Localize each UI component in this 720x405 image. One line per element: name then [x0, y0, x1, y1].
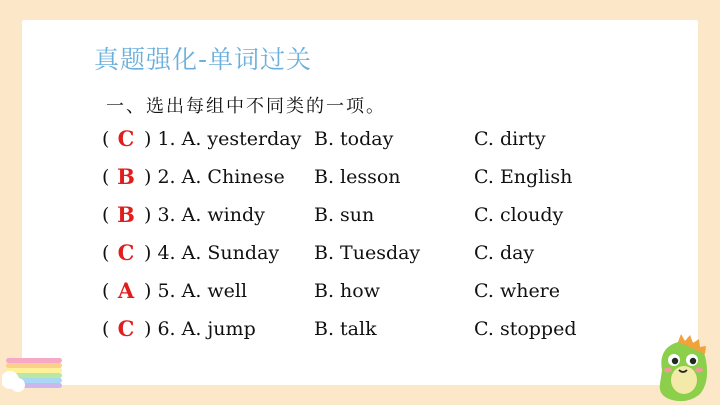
paren-open: ( [102, 318, 110, 340]
paren-open: ( [102, 280, 110, 302]
option-c: C. cloudy [474, 204, 564, 226]
answer-letter: B [117, 202, 135, 227]
answer-letter: C [117, 316, 135, 341]
paren-open: ( [102, 128, 110, 150]
option-b: B. sun [314, 204, 375, 226]
question-stem: ) 5. A. well [144, 280, 248, 302]
rainbow-cloud-icon [2, 354, 66, 392]
option-c: C. stopped [474, 318, 577, 340]
paren-open: ( [102, 242, 110, 264]
paren-open: ( [102, 204, 110, 226]
paren-open: ( [102, 166, 110, 188]
question-row [22, 124, 698, 154]
bottom-strip [0, 385, 720, 405]
question-row [22, 238, 698, 268]
answer-letter: A [117, 278, 135, 303]
slide-card [22, 20, 698, 386]
answer-letter: B [117, 164, 135, 189]
page-title: 真题强化-单词过关 [94, 45, 313, 74]
question-row [22, 314, 698, 344]
question-row [22, 276, 698, 306]
option-b: B. today [314, 128, 394, 150]
question-stem: ) 4. A. Sunday [144, 242, 280, 264]
option-c: C. dirty [474, 128, 546, 150]
question-row [22, 162, 698, 192]
question-stem: ) 6. A. jump [144, 318, 256, 340]
question-row [22, 200, 698, 230]
green-dinosaur-icon [648, 330, 718, 404]
option-c: C. day [474, 242, 535, 264]
option-b: B. talk [314, 318, 377, 340]
question-stem: ) 3. A. windy [144, 204, 265, 226]
instruction-text: 一、选出每组中不同类的一项。 [106, 96, 386, 117]
option-b: B. Tuesday [314, 242, 421, 264]
option-c: C. where [474, 280, 561, 302]
question-stem: ) 1. A. yesterday [144, 128, 302, 150]
option-b: B. lesson [314, 166, 401, 188]
option-b: B. how [314, 280, 380, 302]
answer-letter: C [117, 126, 135, 151]
answer-letter: C [117, 240, 135, 265]
question-stem: ) 2. A. Chinese [144, 166, 285, 188]
option-c: C. English [474, 166, 573, 188]
